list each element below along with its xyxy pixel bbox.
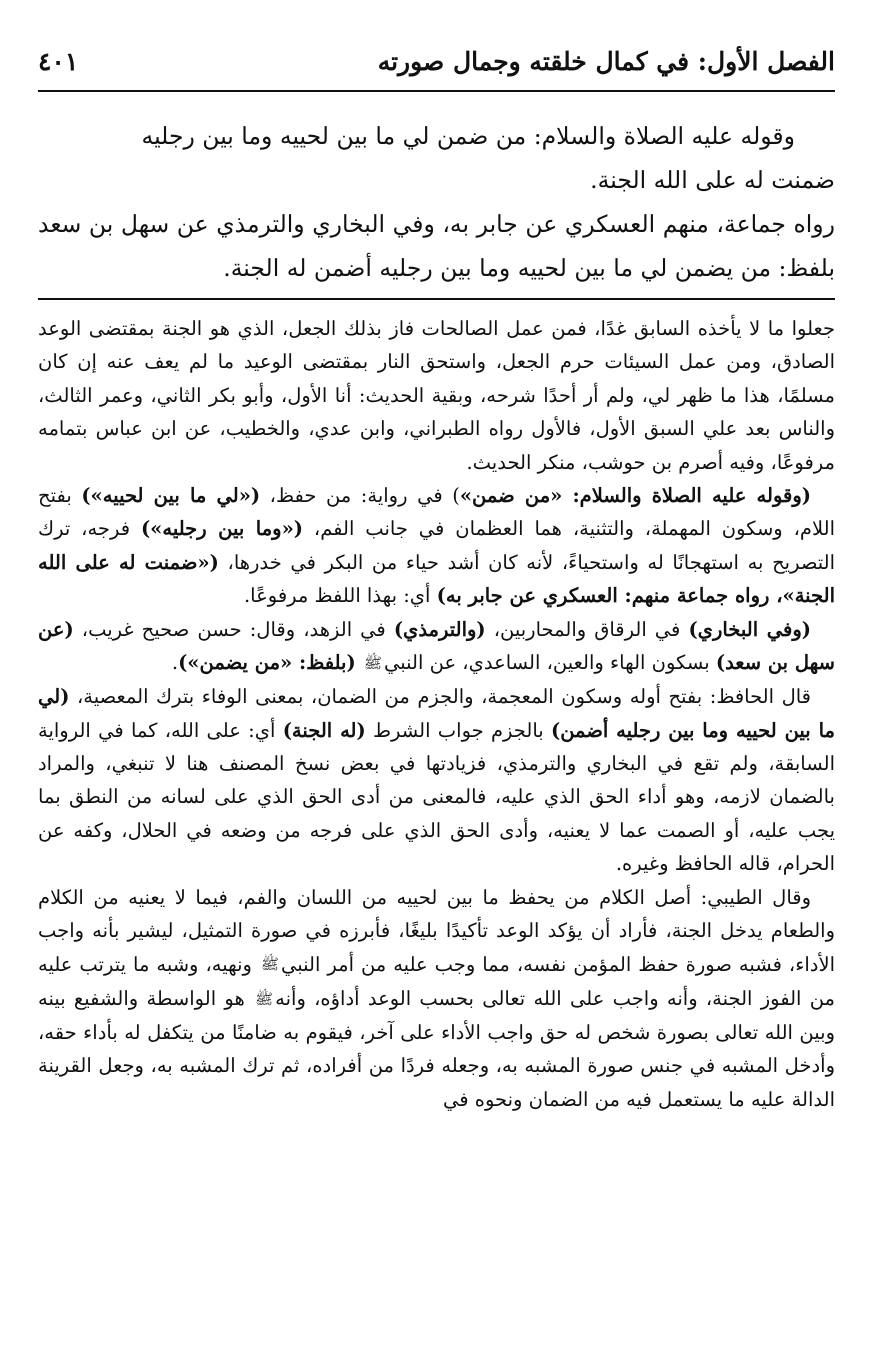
- commentary-paragraph-2: (وقوله عليه الصلاة والسلام: «من ضمن») في رواية: من حفظ، («لي ما بين لحييه») بفتح اللام، وسكون المهملة، والتثنية، هما العظمان في جانب الفم، («وما بين رجليه») فرجه، ترك التصريح به استهجانًا له واستحياءً، لأنه كان أشد حياء من البكر في خدرها، («ضمنت له على الله الجنة»، رواه جماعة منهم: العسكري عن جابر به) أي: بهذا اللفظ مرفوعًا.: [38, 484, 835, 608]
- salawat-icon: ﷺ: [363, 653, 383, 672]
- commentary-paragraph-1: جعلوا ما لا يأخذه السابق غدًا، فمن عمل الصالحات فاز بذلك الجعل، الذي هو الجنة بمقتضى الوعد الصادق، ومن عمل السيئات حرم الجعل، واستحق النار بمقتضى الوعيد ما لم يعف عنه إن كان مسلمًا، هذا ما ظهر لي، ولم أر أحدًا شرحه، وبقية الحديث: أنا الأول، وأبو بكر الثاني، وعمر الثالث، والناس بعد علي السبق الأول، فالأول رواه الطبراني، وابن عدي، والخطيب، عن ابن عباس بتمامه مرفوعًا، وفيه أصرم بن حوشب، منكر الحديث.: [38, 317, 835, 474]
- salawat-icon: ﷺ: [260, 955, 280, 974]
- commentary-paragraph-4: قال الحافظ: بفتح أوله وسكون المعجمة، والجزم من الضمان، بمعنى الوفاء بترك المعصية، (لي ما بين لحييه وما بين رجليه أضمن) بالجزم جواب الشرط (له الجنة) أي: على الله، كما في الرواية السابقة، ولم تقع في البخاري والترمذي، فزيادتها في بعض نسخ المصنف هنا لا تنبغي، والمراد بالضمان لازمه، وهو أداء الحق الذي عليه، فالمعنى من أدى الحق الذي على لسانه من النطق بما يجب عليه، أو الصمت عما لا يعنيه، وأدى الحق الذي على فرجه من وضعه في الحلال، وكفه عن الحرام، قاله الحافظ وغيره.: [38, 685, 835, 876]
- main-text: [38, 114, 835, 290]
- page-number: ٤٠١: [38, 47, 79, 76]
- main-paragraph-2: رواه جماعة، منهم العسكري عن جابر به، وفي البخاري والترمذي عن سهل بن سعد بلفظ: من يضمن لي ما بين لحييه وما بين رجليه أضمن له الجنة.: [38, 210, 835, 282]
- salawat-icon: ﷺ: [255, 989, 274, 1008]
- running-header: [38, 44, 835, 82]
- footnote-divider: [38, 298, 835, 300]
- document-page: [38, 44, 835, 1116]
- chapter-title: الفصل الأول: في كمال خلقته وجمال صورته: [377, 47, 835, 76]
- commentary-paragraph-3: (وفي البخاري) في الرقاق والمحاربين، (والترمذي) في الزهد، وقال: حسن صحيح غريب، (عن سهل بن سعد) بسكون الهاء والعين، الساعدي، عن النبيﷺ (بلفظ: «من يضمن»).: [38, 617, 835, 675]
- commentary-paragraph-5: وقال الطيبي: أصل الكلام من يحفظ ما بين لحييه من اللسان والفم، فيما لا يعنيه من الكلام والطعام يدخل الجنة، فأراد أن يؤكد الوعد تأكيدًا بليغًا، فأبرزه في صورة التمثيل، ليشير بأنه واجب الأداء، فشبه صورة حفظ المؤمن نفسه، مما وجب عليه من أمر النبيﷺ ونهيه، وشبه ما يترتب عليه من الفوز الجنة، وأنه واجب على الله تعالى بحسب الوعد أداؤه، وأنهﷺ هو الواسطة والشفيع بينه وبين الله تعالى بصورة شخص له حق واجب الأداء على آخر، فيقوم به ضامنًا من يتكفل له بأداء حقه، وأدخل المشبه في جنس صورة المشبه به، وجعله فردًا من أفراده، ثم ترك المشبه به، وجعل القرينة الدالة عليه ما يستعمل فيه من الضمان ونحوه في: [38, 885, 836, 1111]
- header-rule: [38, 90, 835, 92]
- main-paragraph-1: وقوله عليه الصلاة والسلام: من ضمن لي ما بين لحييه وما بين رجليه ضمنت له على الله الجنة.: [141, 122, 835, 194]
- commentary: [38, 312, 835, 1116]
